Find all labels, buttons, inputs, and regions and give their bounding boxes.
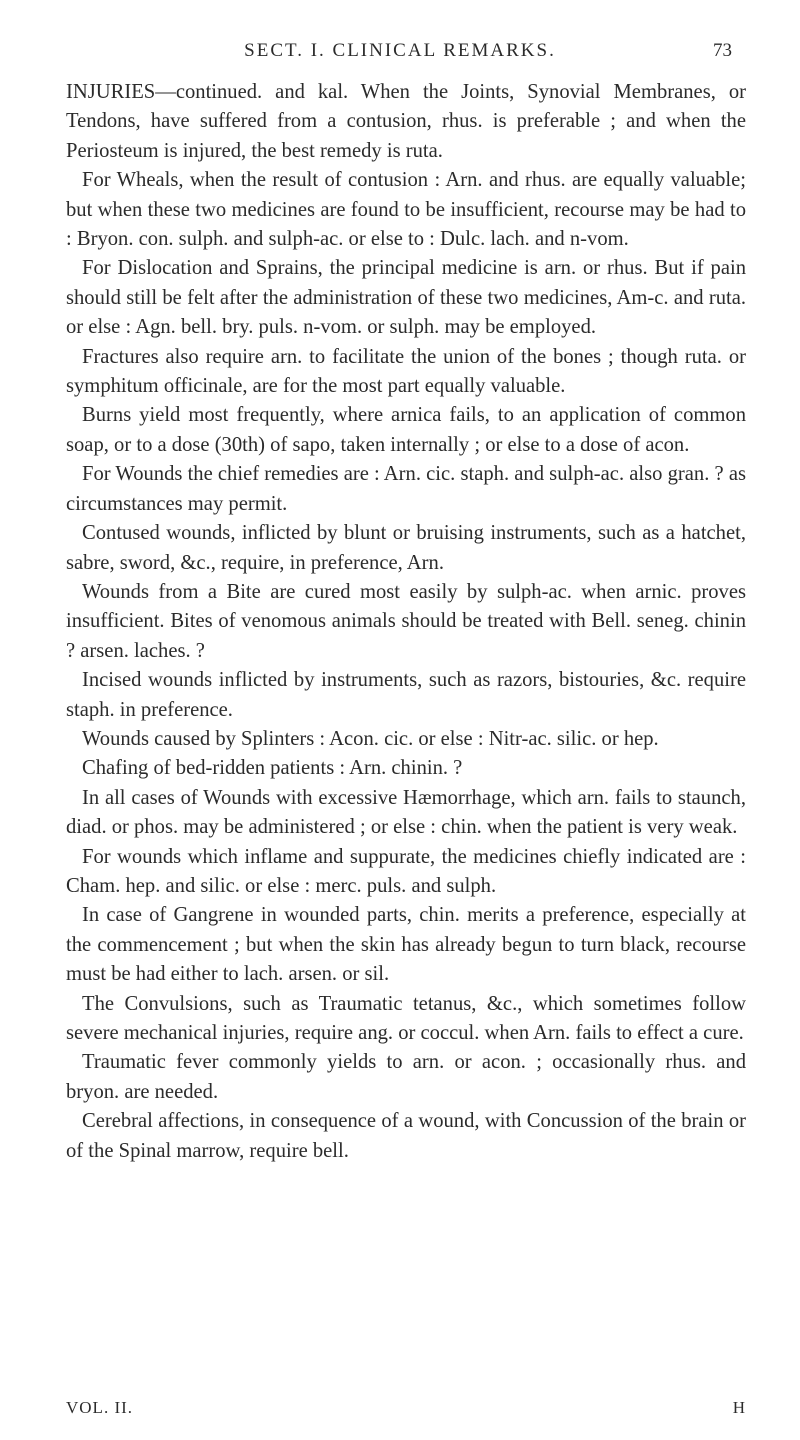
paragraph-incised-wounds: Incised wounds inflicted by instruments, such as razors, bistouries, &c. require staph. in preference. [66,669,746,721]
paragraph-wheals: For Wheals, when the result of contusion : Arn. and rhus. are equally valuable; but when these two medicines are found to be insufficient, recourse may be had to : Bryon. con. sulph. and sulph-ac. or else to : Dulc. lach. and n-vom. [66,169,746,251]
page-body [66,78,746,1166]
paragraph-burns: Burns yield most frequently, where arnica fails, to an application of common soap, or to a dose (30th) of sapo, taken internally ; or else to a dose of acon. [66,404,746,456]
paragraph-gangrene: In case of Gangrene in wounded parts, chin. merits a preference, especially at the commencement ; but when the skin has already begun to turn black, recourse must be had either to lach. arsen. or sil. [66,904,746,986]
page-footer [66,1398,746,1418]
paragraph-cerebral: Cerebral affections, in consequence of a wound, with Concussion of the brain or of the Spinal marrow, require bell. [66,1110,746,1162]
paragraph-inflamed-wounds: For wounds which inflame and suppurate, the medicines chiefly indicated are : Cham. hep. and silic. or else : merc. puls. and sulph. [66,845,746,897]
paragraph-traumatic-fever: Traumatic fever commonly yields to arn. or acon. ; occasionally rhus. and bryon. are needed. [66,1051,746,1103]
paragraph-contused-wounds: Contused wounds, inflicted by blunt or bruising instruments, such as a hatchet, sabre, sword, &c., require, in preference, Arn. [66,522,746,574]
paragraph-dislocation: For Dislocation and Sprains, the principal medicine is arn. or rhus. But if pain should still be felt after the administration of these two medicines, Am-c. and ruta. or else : Agn. bell. bry. puls. n-vom. or sulph. may be employed. [66,257,746,339]
page-number: 73 [713,40,732,61]
paragraph-wounds: For Wounds the chief remedies are : Arn. cic. staph. and sulph-ac. also gran. ? as circumstances may permit. [66,463,746,515]
page-header [0,40,800,62]
paragraph-convulsions: The Convulsions, such as Traumatic tetanus, &c., which sometimes follow severe mechanical injuries, require ang. or coccul. when Arn. fails to effect a cure. [66,992,746,1044]
paragraph-splinters: Wounds caused by Splinters : Acon. cic. or else : Nitr-ac. silic. or hep. [82,727,659,750]
paragraph-bites: Wounds from a Bite are cured most easily by sulph-ac. when arnic. proves insufficient. Bites of venomous animals should be treated with Bell. seneg. chinin ? arsen. laches. ? [66,580,746,662]
volume-label: VOL. II. [66,1398,134,1417]
paragraph-haemorrhage: In all cases of Wounds with excessive Hæmorrhage, which arn. fails to staunch, diad. or phos. may be administered ; or else : chin. when the patient is very weak. [66,786,746,839]
paragraph-joints: INJURIES—continued. and kal. When the Joints, Synovial Membranes, or Tendons, have suffered from a contusion, rhus. is preferable ; and when the Periosteum is injured, the best remedy is ruta. [66,81,746,162]
running-title: SECT. I. CLINICAL REMARKS. [244,40,556,61]
signature-mark: H [732,1398,746,1417]
paragraph-fractures: Fractures also require arn. to facilitate the union of the bones ; though ruta. or symphitum officinale, are for the most part equally valuable. [66,345,746,398]
paragraph-chafing: Chafing of bed-ridden patients : Arn. chinin. ? [82,757,463,780]
